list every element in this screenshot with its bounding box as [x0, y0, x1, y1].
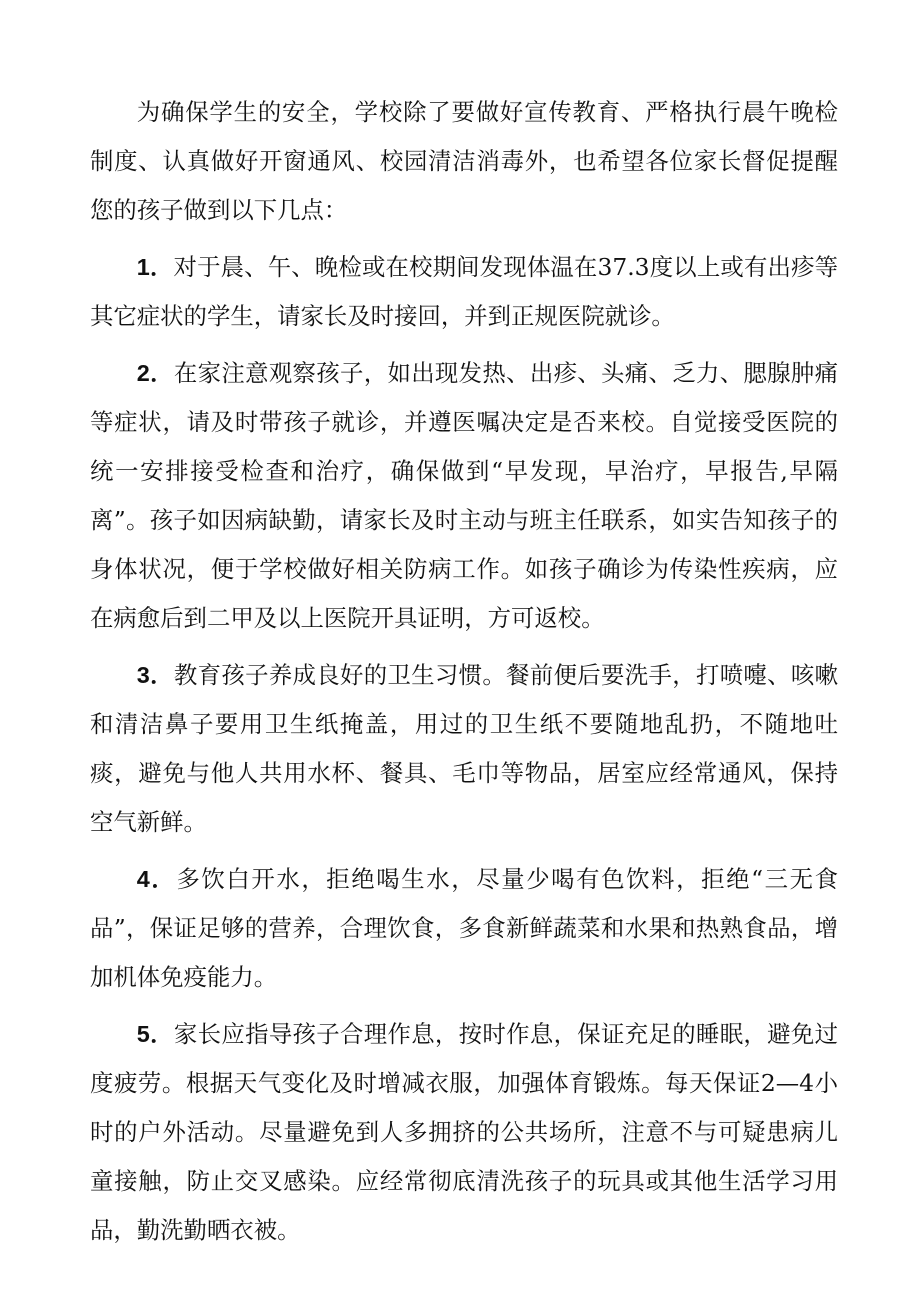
- item-number: 1．: [136, 254, 174, 280]
- item-text: 对于晨、午、晚检或在校期间发现体温在37.3度以上或有出疹等其它症状的学生，请家长及时接回，并到正规医院就诊。: [90, 253, 838, 330]
- list-item: [90, 855, 838, 1002]
- item-text: 家长应指导孩子合理作息，按时作息，保证充足的睡眠，避免过度疲劳。根据天气变化及时增减衣服，加强体育锻炼。每天保证2—4小时的户外活动。尽量避免到人多拥挤的公共场所，注意不与可疑患病儿童接触，防止交叉感染。应经常彻底清洗孩子的玩具或其他生活学习用品，勤洗勤晒衣被。: [90, 1020, 839, 1244]
- list-item: [90, 651, 838, 847]
- list-item: [90, 243, 838, 341]
- list-item: [90, 349, 838, 643]
- item-text: 在家注意观察孩子，如出现发热、出疹、头痛、乏力、腮腺肿痛等症状，请及时带孩子就诊，并遵医嘱决定是否来校。自觉接受医院的统一安排接受检查和治疗，确保做到“早发现，早治疗，早报告,早隔离”。孩子如因病缺勤，请家长及时主动与班主任联系，如实告知孩子的身体状况，便于学校做好相关防病工作。如孩子确诊为传染性疾病，应在病愈后到二甲及以上医院开具证明，方可返校。: [90, 359, 839, 632]
- document-body: [90, 88, 838, 1263]
- item-number: 2．: [136, 360, 174, 386]
- item-text: 教育孩子养成良好的卫生习惯。餐前便后要洗手，打喷嚏、咳嗽和清洁鼻子要用卫生纸掩盖，用过的卫生纸不要随地乱扔，不随地吐痰，避免与他人共用水杯、餐具、毛巾等物品，居室应经常通风，保持空气新鲜。: [90, 661, 839, 836]
- item-text: 多饮白开水，拒绝喝生水，尽量少喝有色饮料，拒绝“三无食品”，保证足够的营养，合理饮食，多食新鲜蔬菜和水果和热熟食品，增加机体免疫能力。: [90, 865, 838, 991]
- list-item: [90, 1010, 838, 1255]
- item-number: 4．: [136, 866, 177, 892]
- item-number: 3．: [136, 662, 174, 688]
- intro-paragraph: 为确保学生的安全，学校除了要做好宣传教育、严格执行晨午晚检制度、认真做好开窗通风、校园清洁消毒外，也希望各位家长督促提醒您的孩子做到以下几点：: [90, 98, 838, 224]
- item-number: 5．: [136, 1021, 174, 1047]
